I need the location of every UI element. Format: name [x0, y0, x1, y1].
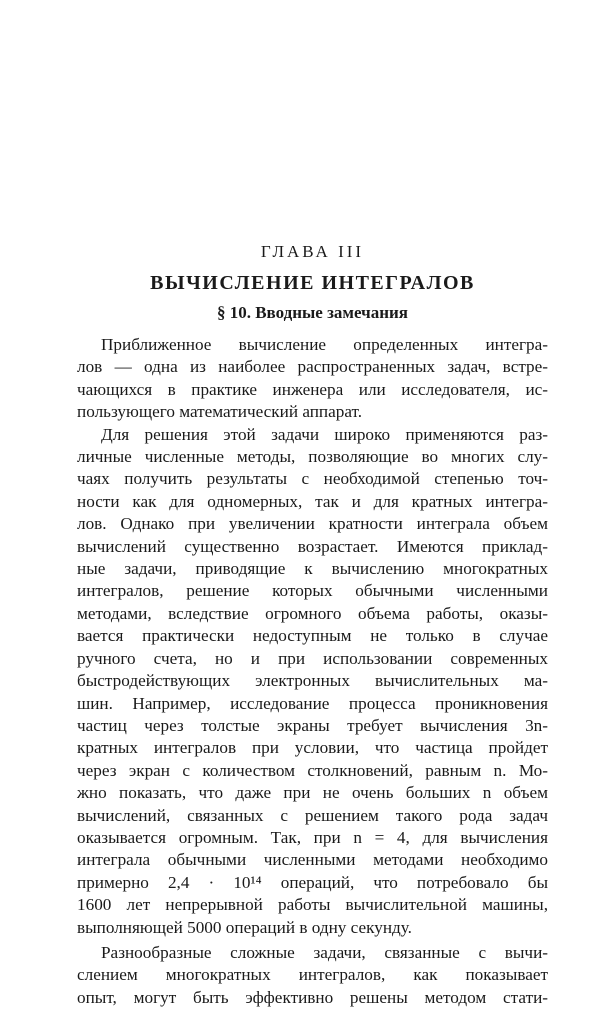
text-line: шин. Например, исследование процесса проникновения [77, 693, 548, 713]
text-line: интегралов, решение которых обычными численными [77, 581, 548, 601]
section-title: § 10. Вводные замечания [216, 303, 409, 322]
body-text [77, 334, 548, 1009]
paragraph-3 [77, 942, 548, 1009]
text-line: примерно 2,4 · 10¹⁴ операций, что потребовало бы [77, 872, 548, 892]
book-page [77, 0, 548, 1007]
text-line: через экран с количеством столкновений, равным n. Мо- [77, 760, 548, 780]
text-line: вается практически недоступным не только в случае [77, 626, 548, 646]
text-line: 1600 лет непрерывной работы вычислительной машины, [77, 895, 548, 915]
text-line: лов — одна из наиболее распространенных задач, встре- [77, 357, 548, 377]
text-line: Разнообразные сложные задачи, связанные с вычи- [101, 942, 548, 962]
text-line: жно показать, что даже при не очень больших n объем [77, 783, 548, 803]
chapter-title: ВЫЧИСЛЕНИЕ ИНТЕГРАЛОВ [150, 272, 475, 294]
text-line: опыт, могут быть эффективно решены методом стати- [77, 987, 548, 1007]
text-line: пользующего математический аппарат. [77, 402, 363, 422]
text-line: личные численные методы, позволяющие во многих слу- [77, 447, 548, 467]
text-line: вычислений, связанных с решением такого рода задач [77, 805, 548, 825]
text-line: выполняющей 5000 операций в одну секунду. [77, 917, 412, 937]
text-line: оказывается огромным. Так, при n = 4, для вычисления [77, 827, 548, 847]
paragraph-2 [77, 424, 548, 939]
text-line: интеграла обычными численными методами необходимо [77, 850, 548, 870]
text-line: методами, вследствие огромного объема работы, оказы- [77, 603, 548, 623]
text-line: слением многократных интегралов, как показывает [77, 965, 548, 985]
text-line: чаях получить результаты с необходимой степенью точ- [77, 469, 548, 489]
text-line: Для решения этой задачи широко применяются раз- [101, 424, 548, 444]
text-line: чающихся в практике инженера или исследователя, ис- [77, 379, 548, 399]
paragraph-1 [77, 334, 548, 424]
text-line: Приближенное вычисление определенных интегра- [101, 335, 548, 354]
text-line: частиц через толстые экраны требует вычисления 3n- [77, 715, 548, 735]
text-line: ручного счета, но и при использовании современных [77, 648, 548, 668]
text-line: быстродействующих электронных вычислительных ма- [77, 671, 548, 691]
text-line: вычислений существенно возрастает. Имеются приклад- [77, 536, 548, 556]
text-line: ные задачи, приводящие к вычислению многократных [77, 559, 548, 579]
text-line: ности как для одномерных, так и для кратных интегра- [77, 491, 548, 511]
chapter-label: ГЛАВА III [260, 242, 365, 261]
text-line: кратных интегралов при условии, что частица пройдет [77, 738, 548, 758]
text-line: лов. Однако при увеличении кратности интеграла объем [77, 514, 548, 534]
